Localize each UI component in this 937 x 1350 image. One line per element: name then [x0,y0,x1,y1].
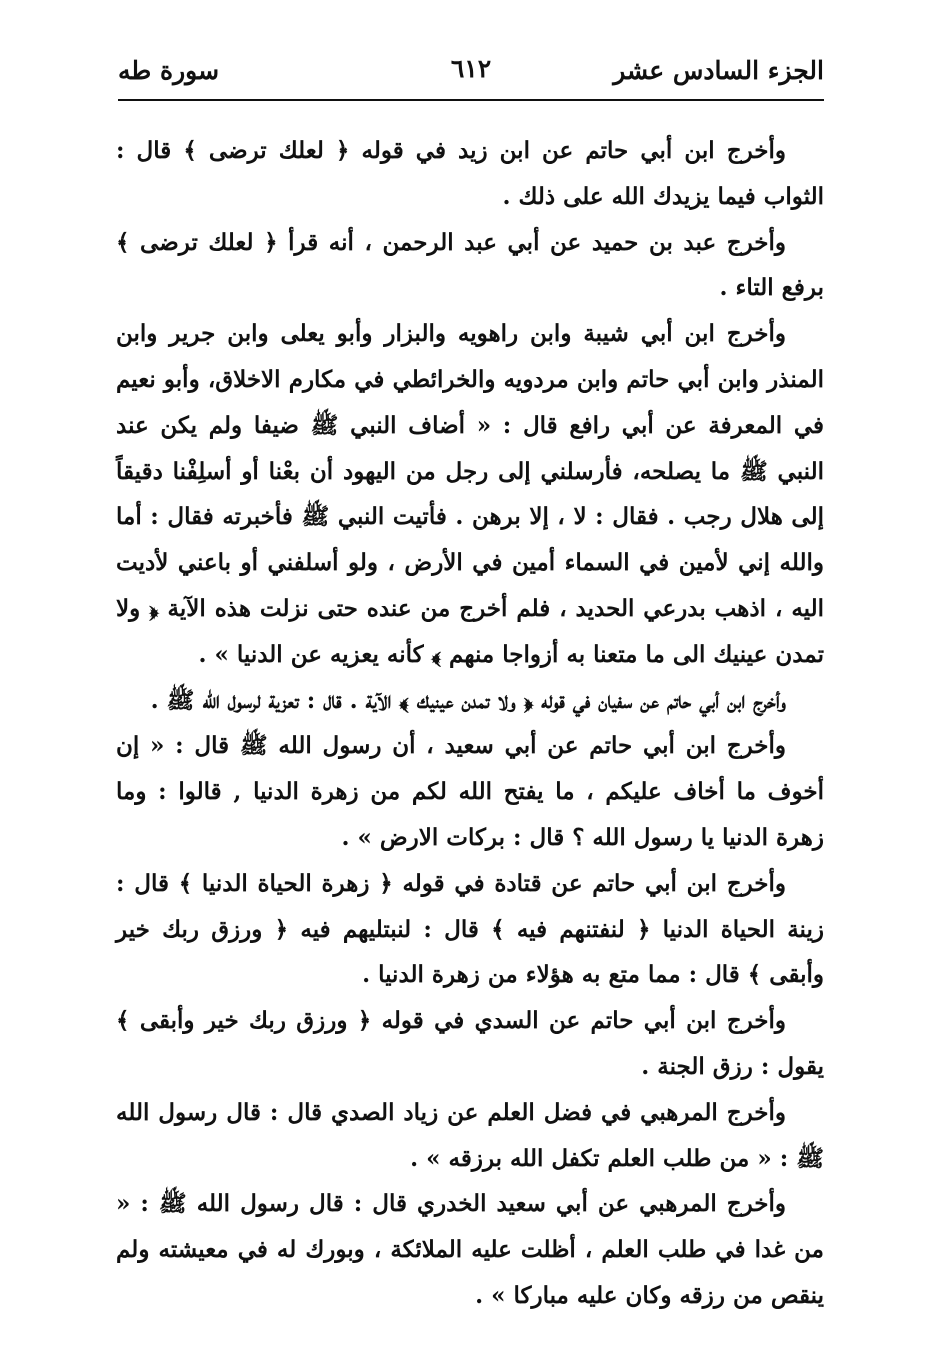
page-number: ٦١٢ [450,54,492,83]
surah-title: سورة طه [118,56,220,85]
paragraph: وأخرج ابن أبي حاتم عن سفيان في قوله ﴿ ولا تمدن عينيك ﴾ الآية . قال : تعزية لرسول الله ﷺ . [150,686,786,714]
paragraph: وأخرج ابن أبي حاتم عن السدي في قوله ﴿ ورزق ربك خير وأبقى ﴾ يقول : رزق الجنة . [116,1007,824,1080]
page-header [118,52,824,92]
paragraph: وأخرج ابن أبي حاتم عن قتادة في قوله ﴿ زهرة الحياة الدنيا ﴾ قال : زينة الحياة الدنيا ﴿ لنفتنهم فيه ﴾ قال : لنبتليهم فيه ﴿ ورزق ربك خير وأبقى ﴾ قال : مما متع به هؤلاء من زهرة الدنيا . [116,869,824,989]
page-body [116,128,824,1319]
paragraph: وأخرج ابن أبي حاتم عن ابن زيد في قوله ﴿ لعلك ترضى ﴾ قال : الثواب فيما يزيدك الله على ذلك . [116,137,824,210]
paragraph: وأخرج عبد بن حميد عن أبي عبد الرحمن ، أنه قرأ ﴿ لعلك ترضى ﴾ برفع التاء . [116,228,824,302]
volume-title: الجزء السادس عشر [613,56,824,85]
paragraph: وأخرج ابن أبي حاتم عن أبي سعيد ، أن رسول الله ﷺ قال : « إن أخوف ما أخاف عليكم ، ما يفتح الله لكم من زهرة الدنيا , قالوا : وما زهرة الدنيا يا رسول الله ؟ قال : بركات الارض » . [116,732,824,851]
paragraph: وأخرج المرهبي عن أبي سعيد الخدري قال : قال رسول الله ﷺ : « من غدا في طلب العلم ، أظلت عليه الملائكة ، وبورك له في معيشته ولم ينقص من رزقه وكان عليه مباركا » . [116,1190,824,1309]
paragraph: وأخرج ابن أبي شيبة وابن راهويه والبزار وأبو يعلى وابن جرير وابن المنذر وابن أبي حاتم وابن مردويه والخرائطي في مكارم الاخلاق، وأبو نعيم في المعرفة عن أبي رافع قال : « أضاف النبي ﷺ ضيفا ولم يكن عند النبي ﷺ ما يصلحه، فأرسلني إلى رجل من اليهود أن بعْنا أو أسلِفْنا دقيقاً إلى هلال رجب . فقال : لا ، إلا برهن . فأتيت النبي ﷺ فأخبرته فقال : أما والله إني لأمين في السماء أمين في الأرض ، ولو أسلفني أو باعني لأديت اليه ، اذهب بدرعي الحديد ، فلم أخرج من عنده حتى نزلت هذه الآية ﴿ ولا تمدن عينيك الى ما متعنا به أزواجا منهم ﴾ كأنه يعزيه عن الدنيا » . [116,320,824,668]
paragraph: وأخرج المرهبي في فضل العلم عن زياد الصدي قال : قال رسول الله ﷺ : « من طلب العلم تكفل الله برزقه » . [116,1098,824,1172]
header-divider [118,99,824,101]
